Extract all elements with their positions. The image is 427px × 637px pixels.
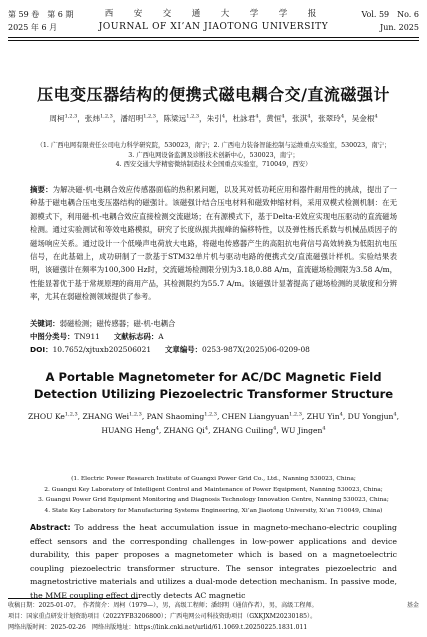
article-number-value: 0253-987X(2025)06-0209-08 xyxy=(202,345,310,354)
author-name: 吴金根 xyxy=(351,114,375,123)
online-time-label: 网络出版时间： xyxy=(8,623,51,631)
volume-issue-cn: 第 59 卷 第 6 期 xyxy=(8,10,74,19)
author-affiliation-marker: 4 xyxy=(307,113,311,120)
affiliation-en-line: 3. Guangxi Power Grid Equipment Monitoring and Diagnosis Technology Innovation Centre, Nanning 530023, China; xyxy=(38,497,389,504)
author-affiliation-marker: 4 xyxy=(255,113,259,120)
author-name: ZHOU Ke xyxy=(28,412,65,421)
doi-value: 10.7652/xjtuxb202506021 xyxy=(52,345,152,354)
author-affiliation-marker: 4 xyxy=(374,113,378,120)
author-name: ZHU Yin xyxy=(306,412,340,421)
author-name: WU Jingen xyxy=(281,426,323,435)
author-name: 张淇 xyxy=(292,114,308,123)
footnote-line-1 xyxy=(8,601,419,612)
author-affiliation-marker: 4 xyxy=(221,113,225,120)
paper-title-cn: 压电变压器结构的便携式磁电耦合交/直流磁强计 xyxy=(37,85,390,104)
author-name: CHEN Liangyuan xyxy=(221,412,290,421)
author-en xyxy=(348,412,397,421)
author-cn xyxy=(318,114,344,123)
abstract-en-text: To address the heat accumulation issue in magneto-mechano-electric coupling effect sensors and the corresponding challenges in low-power applications and device durability, this paper proposes a magnetometer which is based on a magnetoelectric coupling piezoelectric transformer structure. The sensor integrates piezoelectric and magnetostrictive materials and utilizes a dual-mode detection mechanism. In passive mode, the MME coupling effect directly detects AC magnetic xyxy=(30,523,397,600)
author-affiliation-marker: 4 xyxy=(322,425,326,432)
author-en xyxy=(222,412,302,421)
journal-name-cn: 西 安 交 通 大 学 学 报 xyxy=(104,9,323,19)
keywords-cn-label: 关键词： xyxy=(30,319,60,328)
author-en xyxy=(82,412,141,421)
author-affiliation-marker: 4 xyxy=(273,425,277,432)
running-head-left xyxy=(8,8,73,34)
article-number-label: 文章编号： xyxy=(165,345,202,354)
author-bio-label: 作者简介： xyxy=(82,602,114,609)
doi-line xyxy=(30,344,397,356)
author-affiliation-marker: 1,2,3 xyxy=(289,411,302,418)
author-name: 陈梁远 xyxy=(163,114,187,123)
author-en xyxy=(213,426,276,435)
author-en xyxy=(164,426,208,435)
author-affiliation-marker: 1,2,3 xyxy=(64,113,78,120)
classification-line xyxy=(30,331,397,343)
online-url: https://link.cnki.net/urlid/61.1069.t.20250225.1831.011 xyxy=(134,623,308,631)
author-bio: 周柯（1979—），男，高级工程师；潘绍明（通信作者），男，高级工程师。 xyxy=(113,602,318,609)
author-affiliation-marker: 1,2,3 xyxy=(204,411,217,418)
author-affiliation-marker: 4 xyxy=(340,113,345,120)
affiliations-en xyxy=(30,474,397,516)
header-rule-thin xyxy=(8,40,419,41)
online-time: 2025-02-26 xyxy=(50,623,86,631)
author-en xyxy=(101,426,158,435)
author-name: HUANG Heng xyxy=(101,426,156,435)
footnote xyxy=(8,601,419,633)
author-cn xyxy=(233,114,259,123)
doc-code-value: A xyxy=(158,332,164,341)
abstract-en xyxy=(30,521,397,603)
fund-label: 基金 xyxy=(406,602,419,609)
clc-value: TN911 xyxy=(74,332,100,341)
author-cn xyxy=(207,114,225,123)
author-en xyxy=(281,426,325,435)
author-affiliation-marker: 1,2,3 xyxy=(64,411,78,418)
author-affiliation-marker: 1,2,3 xyxy=(143,113,156,120)
author-cn xyxy=(266,114,284,123)
date-cn: 2025 年 6 月 xyxy=(8,23,58,32)
keywords-cn xyxy=(30,318,397,330)
author-affiliation-marker: 4 xyxy=(393,411,397,418)
author-list-en: ZHOU Ke$^{1,2,3}$, ZHANG Wei$^{1,2,3}$, PAN Shaoming$^{1,2,3}$, CHEN Liangyuan$^{1,2,3}$, ZHU Yin$^4$, DU Yongjun$^4$, HUANG Heng$^4$, ZHANG Qi$^4$, ZHANG Cuiling$^4$, WU Jingen$^4$ xyxy=(28,411,399,435)
author-en xyxy=(307,412,343,421)
affiliations-cn xyxy=(36,141,391,170)
running-head xyxy=(8,8,419,48)
author-affiliation-marker: 1,2,3 xyxy=(100,113,113,120)
abstract-en-label: Abstract: xyxy=(30,523,71,532)
footnote-line-2: 项目：国家重点研发计划资助项目（2022YFB3206800）；广西电网公司科技资助项目（GXKJXM20230185）。 xyxy=(8,612,317,620)
footnote-rule xyxy=(8,598,138,599)
author-name: 黄恒 xyxy=(266,114,282,123)
keywords-cn-text: 弱磁检测；磁传感器；磁-机-电耦合 xyxy=(59,319,176,328)
date-en: Jun. 2025 xyxy=(380,23,419,32)
received-label: 收稿日期： xyxy=(8,602,39,609)
author-cn xyxy=(164,114,200,123)
footnote-line-3 xyxy=(8,623,419,634)
author-name: 周柯 xyxy=(49,114,65,123)
journal-name-en: JOURNAL OF XI’AN JIAOTONG UNIVERSITY xyxy=(98,22,329,32)
volume-issue-en: Vol. 59 No. 6 xyxy=(361,10,419,19)
author-name: ZHANG Qi xyxy=(163,426,205,435)
affiliation-en-line: 4. State Key Laboratory for Manufacturing Systems Engineering, Xi’an Jiaotong University, Xi’an 710049, China) xyxy=(44,507,383,514)
doc-code-label: 文献标志码： xyxy=(113,332,159,341)
author-name: ZHANG Wei xyxy=(82,412,130,421)
received-date: 2025-01-07。 xyxy=(38,602,77,609)
author-affiliation-marker: 4 xyxy=(204,425,209,432)
affiliation-cn-line: （1. 广西电网有限责任公司电力科学研究院，530023，南宁；2. 广西电力装备智能控制与运维重点实验室，530023，南宁；3. 广西电网设备监测及诊断技术创新中心，530023，南宁； xyxy=(36,142,391,159)
author-list-cn: 周柯$^{1,2,3}$，张炜$^{1,2,3}$，潘绍明$^{1,2,3}$，陈梁远$^{1,2,3}$，朱引$^4$，杜詠君$^4$，黄恒$^4$，张淇$^4$，张翠玲$^4$，吴金根$^4$ xyxy=(49,113,378,123)
author-cn xyxy=(85,114,113,123)
doi-label: DOI： xyxy=(30,345,53,354)
clc-label: 中图分类号： xyxy=(30,332,75,341)
author-name: DU Yongjun xyxy=(347,412,394,421)
abstract-cn-label: 摘要： xyxy=(30,185,53,194)
author-affiliation-marker: 4 xyxy=(339,411,343,418)
author-affiliation-marker: 1,2,3 xyxy=(186,113,200,120)
author-en xyxy=(28,412,78,421)
author-cn xyxy=(352,114,378,123)
affiliation-en-line: (1. Electric Power Research Institute of Guangxi Power Grid Co., Ltd., Nanning 530023, China; xyxy=(71,476,356,482)
paper-title-en: A Portable Magnetometer for AC/DC Magnetic Field Detection Utilizing Piezoelectric Transformer Structure xyxy=(33,370,394,401)
online-url-label: 网络出版地址： xyxy=(91,623,135,631)
author-name: 杜詠君 xyxy=(232,114,256,123)
author-cn xyxy=(292,114,310,123)
journal-name xyxy=(88,8,339,34)
author-name: 朱引 xyxy=(206,114,222,123)
author-affiliation-marker: 4 xyxy=(281,113,285,120)
author-en xyxy=(147,412,217,421)
author-name: ZHANG Cuiling xyxy=(212,426,274,435)
header-rule-thick xyxy=(8,37,419,38)
abstract-cn xyxy=(30,183,397,304)
author-name: 张炜 xyxy=(84,114,101,123)
affiliation-en-line: 2. Guangxi Key Laboratory of Intelligent Control and Maintenance of Power Equipment, Nanning 530023, China; xyxy=(44,486,383,493)
author-name: 张翠玲 xyxy=(318,114,341,123)
author-cn xyxy=(120,114,156,123)
author-affiliation-marker: 1,2,3 xyxy=(129,411,142,418)
author-name: PAN Shaoming xyxy=(146,412,205,421)
affiliation-cn-line: 4. 西安交通大学精密微纳制造技术全国重点实验室，710049，西安） xyxy=(115,161,312,169)
author-affiliation-marker: 4 xyxy=(155,425,159,432)
author-cn xyxy=(49,114,77,123)
abstract-cn-text: 为解决磁-机-电耦合效应传感器面临的热积累问题，以及其对低功耗应用和器件耐用性的挑战，提出了一种基于磁电耦合压电变压器结构的磁强计。该磁强计结合压电材料和磁致伸缩材料，采用双模式检测机制：在无源模式下，利用磁-机-电耦合效应直接检测交流磁场；在有源模式下，基于Delta-E效应实现电压驱动的直流磁场检测。通过实验测试和等效电路模拟，研究了长度纵振共振峰的偏移特性，以及弹性杨氏系数与机械品质因子的磁场响应关系。通过设计一个低噪声电荷放大电路，将磁电传感器产生的高阻抗电荷信号高效转换为低阻抗电压信号，在此基础上，成功研制了一款基于STM32单片机与驱动电路的便携式交/直流磁强计样机。实验结果表明，该磁强计在频率为100,300 Hz时，交流磁场检测限分别为3.18,0.88 A/m，直流磁场检测限为3.58 A/m，性能显著优于基于常规原理的商用产品，其检测限约为55.7 A/m。该磁强计显著提高了磁场检测的灵敏度和分辨率，尤其在弱磁检测领域提供了参考。 xyxy=(30,185,397,302)
author-name: 潘绍明 xyxy=(120,114,144,123)
running-head-right xyxy=(361,8,419,34)
